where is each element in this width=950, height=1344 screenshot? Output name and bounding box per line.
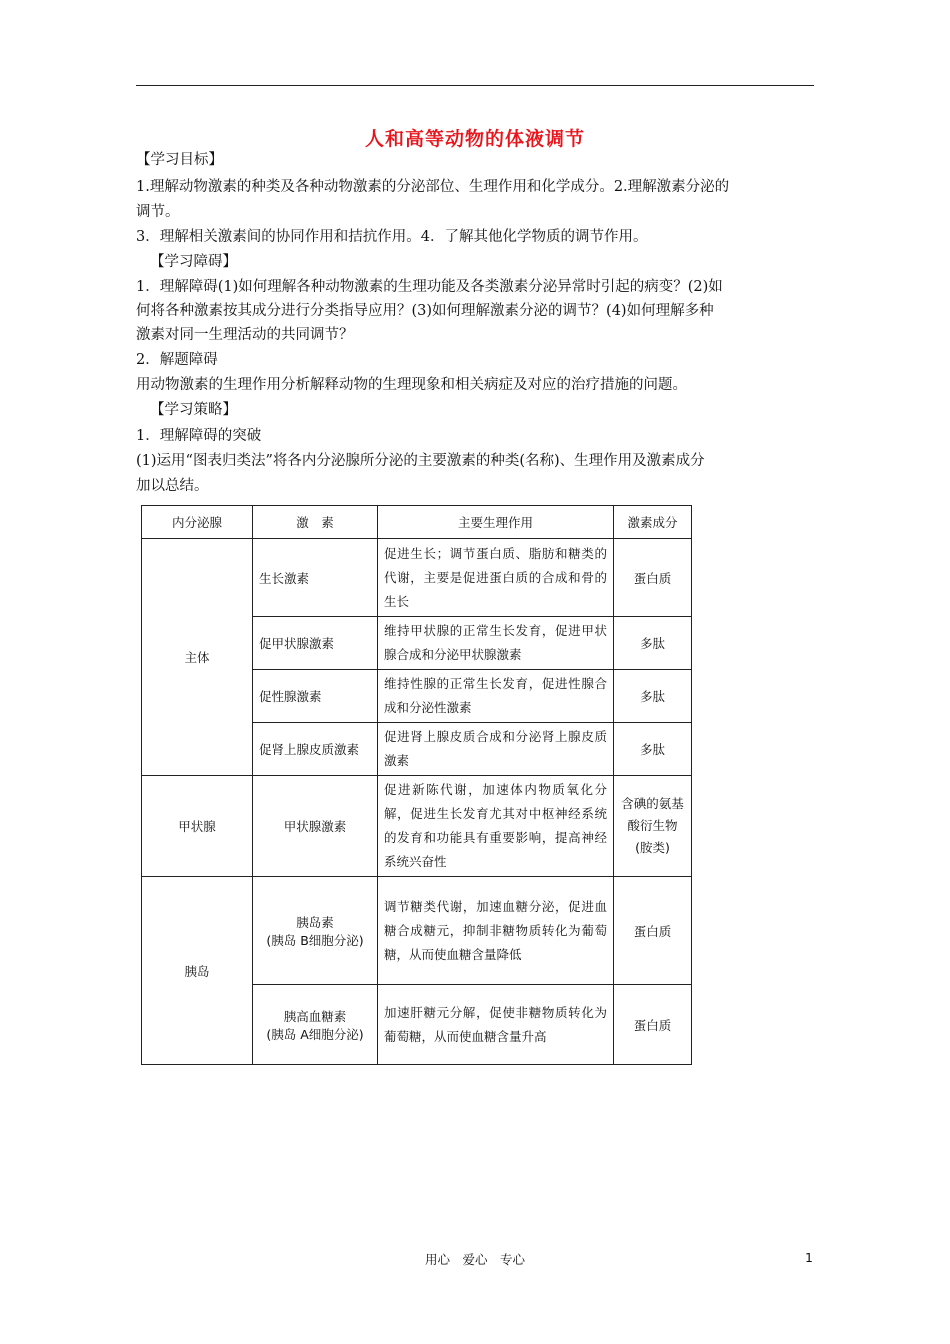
component-cell: 蛋白质 — [614, 985, 692, 1065]
effect-cell: 调节糖类代谢，加速血糖分泌，促进血糖合成糖元，抑制非糖物质转化为葡萄糖，从而使血糖含量降低 — [378, 877, 614, 985]
header-effect: 主要生理作用 — [378, 506, 614, 539]
paragraph-line: 1.理解动物激素的种类及各种动物激素的分泌部位、生理作用和化学成分。2.理解激素分泌的 — [136, 179, 730, 195]
effect-cell: 促进生长；调节蛋白质、脂肪和糖类的代谢，主要是促进蛋白质的合成和骨的生长 — [378, 539, 614, 617]
hormone-cell — [253, 877, 378, 985]
paragraph-line: (1)运用“图表归类法”将各内分泌腺所分泌的主要激素的种类(名称)、生理作用及激素成分 — [136, 453, 705, 469]
hormone-name: 胰高血糖素 — [283, 1008, 347, 1024]
gland-cell: 主体 — [142, 539, 253, 776]
paragraph-line: 调节。 — [136, 204, 180, 220]
table-row — [142, 539, 692, 617]
paragraph-line: 3．理解相关激素间的协同作用和拮抗作用。4．了解其他化学物质的调节作用。 — [136, 229, 648, 245]
effect-cell: 加速肝糖元分解，促使非糖物质转化为葡萄糖，从而使血糖含量升高 — [378, 985, 614, 1065]
page-footer: 用心 爱心 专心 — [424, 1252, 525, 1267]
page-title: 人和高等动物的体液调节 — [364, 128, 585, 150]
effect-cell: 维持性腺的正常生长发育，促进性腺合成和分泌性激素 — [378, 670, 614, 723]
paragraph-line: 加以总结。 — [136, 478, 209, 494]
paragraph-line: 何将各种激素按其成分进行分类指导应用？(3)如何理解激素分泌的调节？(4)如何理解多种 — [136, 303, 714, 319]
paragraph-line: 用动物激素的生理作用分析解释动物的生理现象和相关病症及对应的治疗措施的问题。 — [136, 377, 687, 393]
hormone-cell: 甲状腺激素 — [253, 776, 378, 877]
component-cell: 多肽 — [614, 617, 692, 670]
hormone-source-note: (胰岛 B细胞分泌) — [266, 932, 364, 948]
effect-cell: 促进肾上腺皮质合成和分泌肾上腺皮质激素 — [378, 723, 614, 776]
component-cell: 含碘的氨基酸衍生物(胺类) — [614, 776, 692, 877]
component-cell: 多肽 — [614, 723, 692, 776]
hormone-name: 胰岛素 — [296, 914, 334, 930]
header-hormone: 激 素 — [253, 506, 378, 539]
paragraph-line: 2．解题障碍 — [136, 352, 218, 368]
section-heading-obstacles: 【学习障碍】 — [150, 254, 237, 270]
page-number: 1 — [805, 1250, 813, 1265]
hormone-cell — [253, 985, 378, 1065]
hormone-cell: 生长激素 — [253, 539, 378, 617]
section-heading-strategy: 【学习策略】 — [150, 402, 237, 418]
gland-cell: 甲状腺 — [142, 776, 253, 877]
component-cell: 蛋白质 — [614, 877, 692, 985]
hormone-cell: 促肾上腺皮质激素 — [253, 723, 378, 776]
header-rule — [136, 85, 814, 86]
effect-cell: 维持甲状腺的正常生长发育，促进甲状腺合成和分泌甲状腺激素 — [378, 617, 614, 670]
table-header-row — [142, 506, 692, 539]
table-row — [142, 877, 692, 985]
effect-cell: 促进新陈代谢，加速体内物质氧化分解，促进生长发育尤其对中枢神经系统的发育和功能具有重要影响，提高神经系统兴奋性 — [378, 776, 614, 877]
hormone-source-note: (胰岛 A细胞分泌) — [266, 1026, 364, 1042]
hormone-table — [141, 505, 692, 1065]
header-component: 激素成分 — [614, 506, 692, 539]
paragraph-line: 1．理解障碍(1)如何理解各种动物激素的生理功能及各类激素分泌异常时引起的病变？(2)如 — [136, 279, 723, 295]
component-cell: 蛋白质 — [614, 539, 692, 617]
hormone-cell: 促甲状腺激素 — [253, 617, 378, 670]
header-gland: 内分泌腺 — [142, 506, 253, 539]
paragraph-line: 1．理解障碍的突破 — [136, 428, 262, 444]
section-heading-goals: 【学习目标】 — [136, 152, 223, 168]
paragraph-line: 激素对同一生理活动的共同调节？ — [136, 327, 354, 343]
component-cell: 多肽 — [614, 670, 692, 723]
gland-cell: 胰岛 — [142, 877, 253, 1065]
table-row — [142, 776, 692, 877]
hormone-cell: 促性腺激素 — [253, 670, 378, 723]
